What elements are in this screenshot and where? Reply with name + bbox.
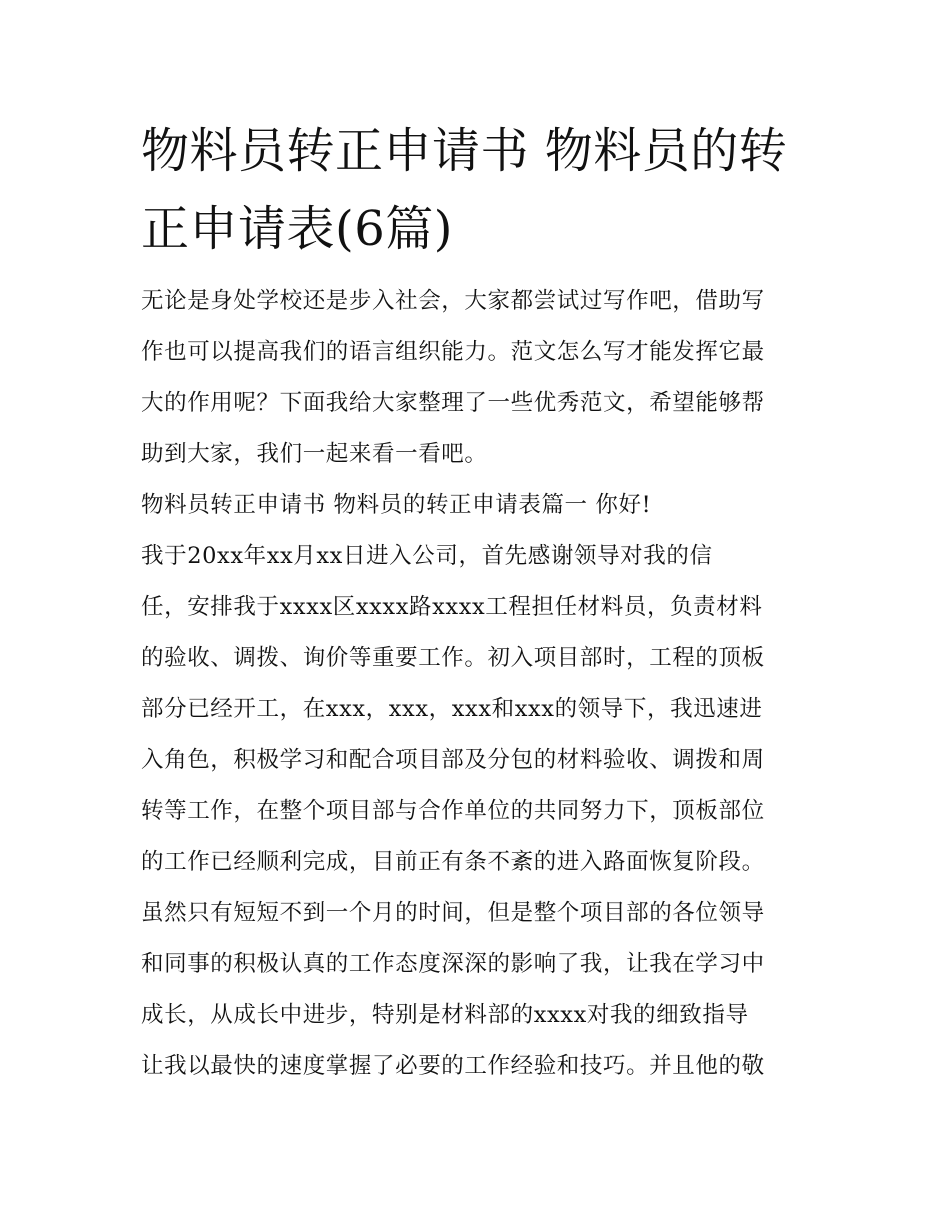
body-line: 部分已经开工，在xxx，xxx，xxx和xxx的领导下，我迅速进	[141, 696, 763, 722]
body-line: 无论是身处学校还是步入社会，大家都尝试过写作吧，借助写	[141, 288, 765, 314]
body-line: 让我以最快的速度掌握了必要的工作经验和技巧。并且他的敬	[141, 1053, 765, 1079]
body-line: 我于20xx年xx月xx日进入公司，首先感谢领导对我的信	[141, 543, 713, 569]
title-line: 正申请表(6篇)	[141, 201, 453, 257]
body-line: 的工作已经顺利完成，目前正有条不紊的进入路面恢复阶段。	[141, 849, 765, 875]
body-line: 转等工作，在整个项目部与合作单位的共同努力下，顶板部位	[141, 798, 765, 824]
body-line: 成长，从成长中进步，特别是材料部的xxxx对我的细致指导	[141, 1002, 749, 1028]
title-line: 物料员转正申请书 物料员的转	[141, 123, 788, 179]
body-line: 任，安排我于xxxx区xxxx路xxxx工程担任材料员，负责材料	[141, 594, 763, 620]
body-line: 助到大家，我们一起来看一看吧。	[141, 441, 488, 467]
section-heading-line: 物料员转正申请书 物料员的转正申请表篇一 你好!	[141, 492, 652, 518]
body-line: 的验收、调拨、询价等重要工作。初入项目部时，工程的顶板	[141, 645, 765, 671]
body-line: 作也可以提高我们的语言组织能力。范文怎么写才能发挥它最	[141, 339, 765, 365]
document-title	[141, 112, 821, 268]
body-line: 虽然只有短短不到一个月的时间，但是整个项目部的各位领导	[141, 900, 765, 926]
body-line: 大的作用呢？下面我给大家整理了一些优秀范文，希望能够帮	[141, 390, 765, 416]
body-line: 和同事的积极认真的工作态度深深的影响了我，让我在学习中	[141, 951, 765, 977]
document-body	[141, 276, 821, 1092]
body-line: 入角色，积极学习和配合项目部及分包的材料验收、调拨和周	[141, 747, 765, 773]
